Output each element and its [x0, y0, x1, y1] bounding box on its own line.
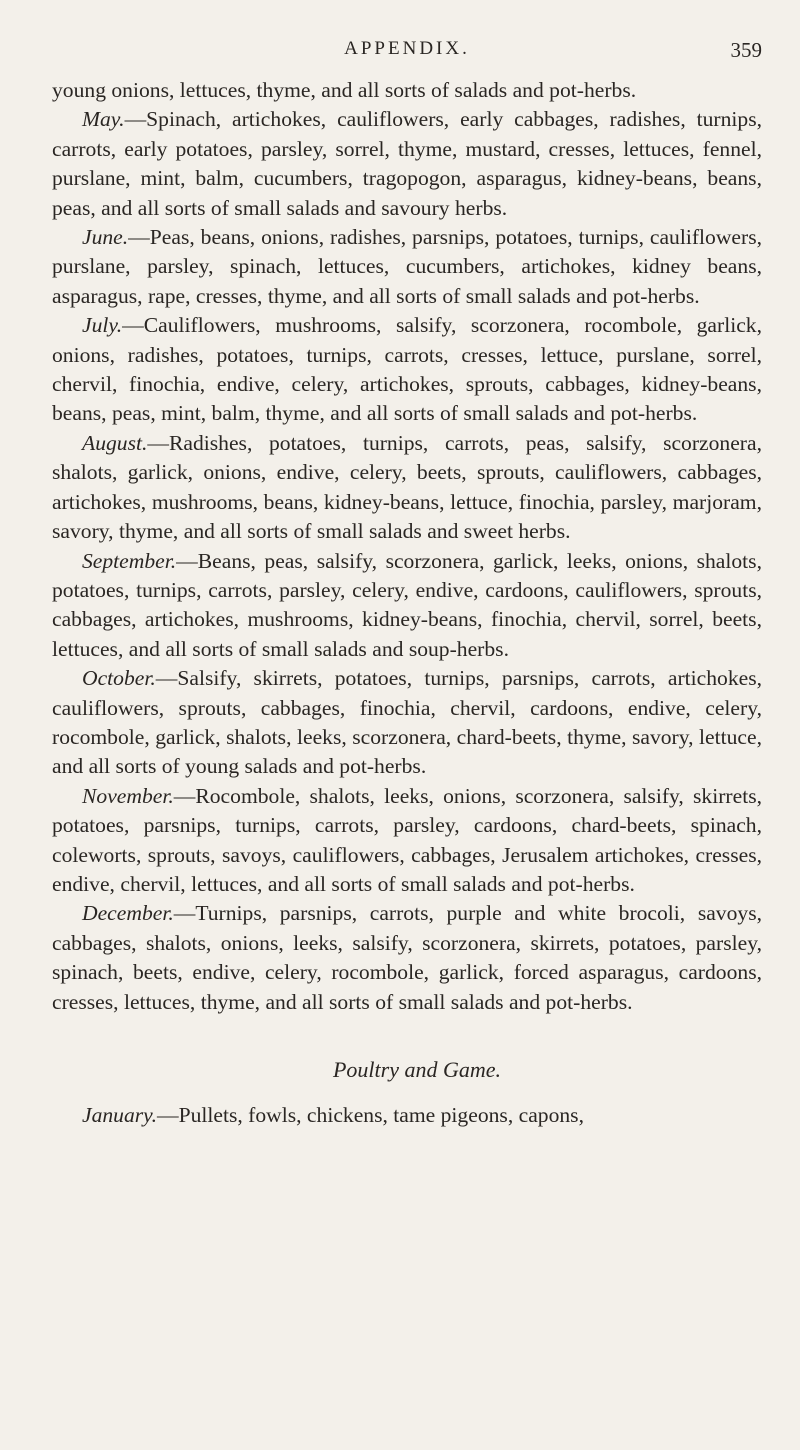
month-entry-december: [52, 899, 762, 1017]
month-name: August.: [82, 430, 148, 455]
month-produce: —Spinach, artichokes, cauliflowers, early cabbages, radishes, turnips, carrots, early potatoes, parsley, sorrel, thyme, mustard, cresses, lettuces, fennel, purslane, mint, balm, cucumbers, tragopogon, asparagus, kidney-beans, beans, peas, and all sorts of small salads and savoury herbs.: [52, 107, 762, 220]
month-entry-july: [52, 311, 762, 429]
month-produce: —Pullets, fowls, chickens, tame pigeons, capons,: [156, 1103, 584, 1127]
month-name: June.: [82, 225, 129, 250]
month-name: July.: [82, 313, 123, 338]
month-entry-august: [52, 429, 762, 547]
month-name: September.: [82, 548, 177, 573]
month-produce: —Peas, beans, onions, radishes, parsnips, potatoes, turnips, cauliflowers, purslane, parsley, spinach, lettuces, cucumbers, artichokes, kidney beans, asparagus, rape, cresses, thyme, and all sorts of small salads and pot-herbs.: [52, 225, 762, 308]
month-produce: —Rocombole, shalots, leeks, onions, scorzonera, salsify, skirrets, potatoes, parsnips, turnips, carrots, parsley, cardoons, chard-beets, spinach, coleworts, sprouts, savoys, cauliflowers, cabbages, Jerusalem artichokes, cresses, endive, chervil, lettuces, and all sorts of small salads and pot-herbs.: [52, 783, 762, 896]
month-name: December.: [82, 901, 174, 926]
section-heading-poultry: Poultry and Game.: [332, 1057, 502, 1082]
month-produce: —Radishes, potatoes, turnips, carrots, peas, salsify, scorzonera, shalots, garlick, onions, endive, celery, beets, sprouts, cauliflowers, cabbages, artichokes, mushrooms, beans, kidney-beans, lettuce, finochia, parsley, marjoram, savory, thyme, and all sorts of small salads and sweet herbs.: [52, 430, 762, 544]
month-produce: —Cauliflowers, mushrooms, salsify, scorzonera, rocombole, garlick, onions, radishes, potatoes, turnips, carrots, cresses, lettuce, purslane, sorrel, chervil, finochia, endive, celery, artichokes, sprouts, cabbages, kidney-beans, beans, peas, mint, balm, thyme, and all sorts of small salads and pot-herbs.: [52, 313, 762, 426]
month-name: January.: [82, 1103, 157, 1127]
month-produce: —Salsify, skirrets, potatoes, turnips, parsnips, carrots, artichokes, cauliflowers, sprouts, cabbages, finochia, chervil, cardoons, endive, celery, rocombole, garlick, shalots, leeks, scorzonera, chard-beets, thyme, savory, lettuce, and all sorts of young salads and pot-herbs.: [52, 666, 762, 779]
month-entry-may: [52, 105, 762, 223]
month-name: November.: [82, 783, 174, 808]
month-entry-november: [52, 782, 762, 900]
month-produce: —Turnips, parsnips, carrots, purple and white brocoli, savoys, cabbages, shalots, onions, leeks, salsify, scorzonera, skirrets, potatoes, parsley, spinach, beets, endive, celery, rocombole, garlick, forced asparagus, cardoons, cresses, lettuces, thyme, and all sorts of small salads and pot-herbs.: [52, 901, 762, 1014]
vegetables-section: [52, 76, 762, 1017]
poultry-section: [52, 1101, 762, 1130]
page-number: 359: [730, 38, 762, 62]
month-entry-january: [52, 1101, 762, 1130]
running-head: [52, 38, 762, 76]
month-name: October.: [82, 666, 156, 691]
running-title: APPENDIX.: [344, 38, 470, 59]
month-name: May.: [82, 107, 125, 132]
month-entry-june: [52, 223, 762, 311]
month-entry-september: [52, 547, 762, 665]
month-produce: —Beans, peas, salsify, scorzonera, garlick, leeks, onions, shalots, potatoes, turnips, carrots, parsley, celery, endive, cardoons, cauliflowers, sprouts, cabbages, artichokes, mushrooms, kidney-beans, finochia, chervil, sorrel, beets, lettuces, and all sorts of small salads and soup-herbs.: [52, 548, 762, 661]
continuation-paragraph: young onions, lettuces, thyme, and all sorts of salads and pot-herbs.: [52, 78, 637, 102]
month-entry-october: [52, 664, 762, 782]
